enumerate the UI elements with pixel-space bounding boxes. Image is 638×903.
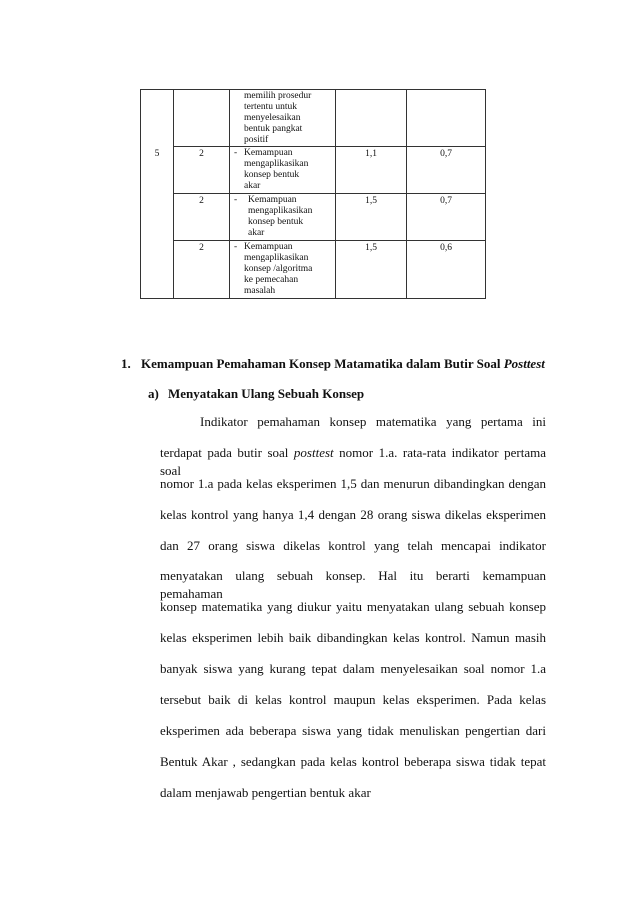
dash: - — [234, 148, 238, 158]
dash: - — [234, 242, 238, 252]
desc-line: konsep bentuk — [244, 170, 300, 180]
desc-line: Kemampuan — [244, 242, 293, 252]
desc-line: Kemampuan — [248, 195, 297, 205]
paragraph-line: kelas kontrol yang hanya 1,4 dengan 28 orang siswa dikelas eksperimen — [160, 506, 546, 522]
desc-line: mengaplikasikan — [244, 159, 309, 169]
score-cell — [174, 194, 230, 241]
desc-line: konsep bentuk — [248, 217, 304, 227]
table-row — [141, 241, 486, 299]
sd: 0,7 — [440, 196, 452, 206]
paragraph-line: nomor 1.a pada kelas eksperimen 1,5 dan menurun dibandingkan dengan — [160, 475, 546, 491]
data-table — [140, 89, 486, 299]
subsection-title: Menyatakan Ulang Sebuah Konsep — [168, 386, 365, 401]
desc-line: masalah — [244, 286, 276, 296]
desc-line: mengaplikasikan — [248, 206, 313, 216]
body-paragraph — [160, 413, 546, 815]
text-span: nomor 1.a. rata-rata indikator pertama soal — [160, 444, 546, 478]
table-cell — [407, 90, 486, 147]
sd-cell — [407, 241, 486, 299]
table-row — [141, 194, 486, 241]
paragraph-line: dan 27 orang siswa dikelas kontrol yang telah mencapai indikator — [160, 537, 546, 553]
score: 2 — [199, 149, 204, 159]
paragraph-line: konsep matematika yang diukur yaitu menyatakan ulang sebuah konsep — [160, 599, 546, 615]
desc-line: mengaplikasikan — [244, 253, 309, 263]
group-number-cell — [141, 147, 174, 194]
cell-line: positif — [244, 135, 269, 145]
score: 2 — [199, 243, 204, 253]
section-number: 1. — [121, 356, 131, 371]
cell-line: tertentu untuk — [244, 102, 298, 112]
section-title: Kemampuan Pemahaman Konsep Matamatika dalam Butir Soal — [141, 356, 504, 371]
dash: - — [234, 195, 238, 205]
table-cell — [141, 241, 174, 299]
paragraph-line: banyak siswa yang kurang tepat dalam menyelesaikan soal nomor 1.a — [160, 661, 546, 677]
table-row — [141, 90, 486, 147]
description-cell — [230, 147, 336, 194]
section-heading — [121, 356, 545, 372]
desc-line: Kemampuan — [244, 148, 293, 158]
mean: 1,5 — [365, 243, 377, 253]
mean: 1,1 — [365, 149, 377, 159]
mean: 1,5 — [365, 196, 377, 206]
paragraph-line: dalam menjawab pengertian bentuk akar — [160, 784, 371, 800]
sd-cell — [407, 147, 486, 194]
cell-line: bentuk pangkat — [244, 124, 303, 134]
table-row — [141, 147, 486, 194]
desc-line: akar — [248, 228, 265, 238]
group-number: 5 — [154, 148, 160, 159]
score-cell — [174, 241, 230, 299]
description-cell — [230, 241, 336, 299]
description-cell — [230, 194, 336, 241]
subsection-number: a) — [148, 386, 159, 401]
paragraph-line: eksperimen ada beberapa siswa yang tidak menuliskan pengertian dari — [160, 722, 546, 738]
sd-cell — [407, 194, 486, 241]
table-cell — [336, 90, 407, 147]
section-title-italic: Posttest — [503, 356, 545, 371]
paragraph-line: kelas eksperimen lebih baik dibandingkan kelas kontrol. Namun masih — [160, 630, 546, 646]
sd: 0,7 — [440, 149, 452, 159]
desc-line: akar — [244, 181, 261, 191]
paragraph-line: tersebut baik di kelas kontrol maupun kelas eksperimen. Pada kelas — [160, 692, 546, 708]
cell-line: menyelesaikan — [244, 113, 301, 123]
paragraph-line: menyatakan ulang sebuah konsep. Hal itu berarti kemampuan pemahaman — [160, 568, 546, 602]
text-span: terdapat pada butir soal — [160, 444, 294, 460]
mean-cell — [336, 147, 407, 194]
desc-line: konsep /algoritma — [244, 264, 313, 274]
score-cell — [174, 147, 230, 194]
score: 2 — [199, 196, 204, 206]
subsection-heading — [148, 386, 364, 402]
mean-cell — [336, 241, 407, 299]
table-cell — [174, 90, 230, 147]
mean-cell — [336, 194, 407, 241]
table-cell — [141, 194, 174, 241]
desc-line: ke pemecahan — [244, 275, 299, 285]
sd: 0,6 — [440, 243, 452, 253]
cell-line: memilih prosedur — [244, 91, 312, 101]
text-italic: posttest — [293, 444, 334, 460]
table-cell — [230, 90, 336, 147]
paragraph-line — [160, 444, 546, 478]
paragraph-line: Indikator pemahaman konsep matematika yang pertama ini — [200, 414, 546, 429]
table-cell — [141, 90, 174, 147]
paragraph-line: Bentuk Akar , sedangkan pada kelas kontrol beberapa siswa tidak tepat — [160, 753, 546, 769]
